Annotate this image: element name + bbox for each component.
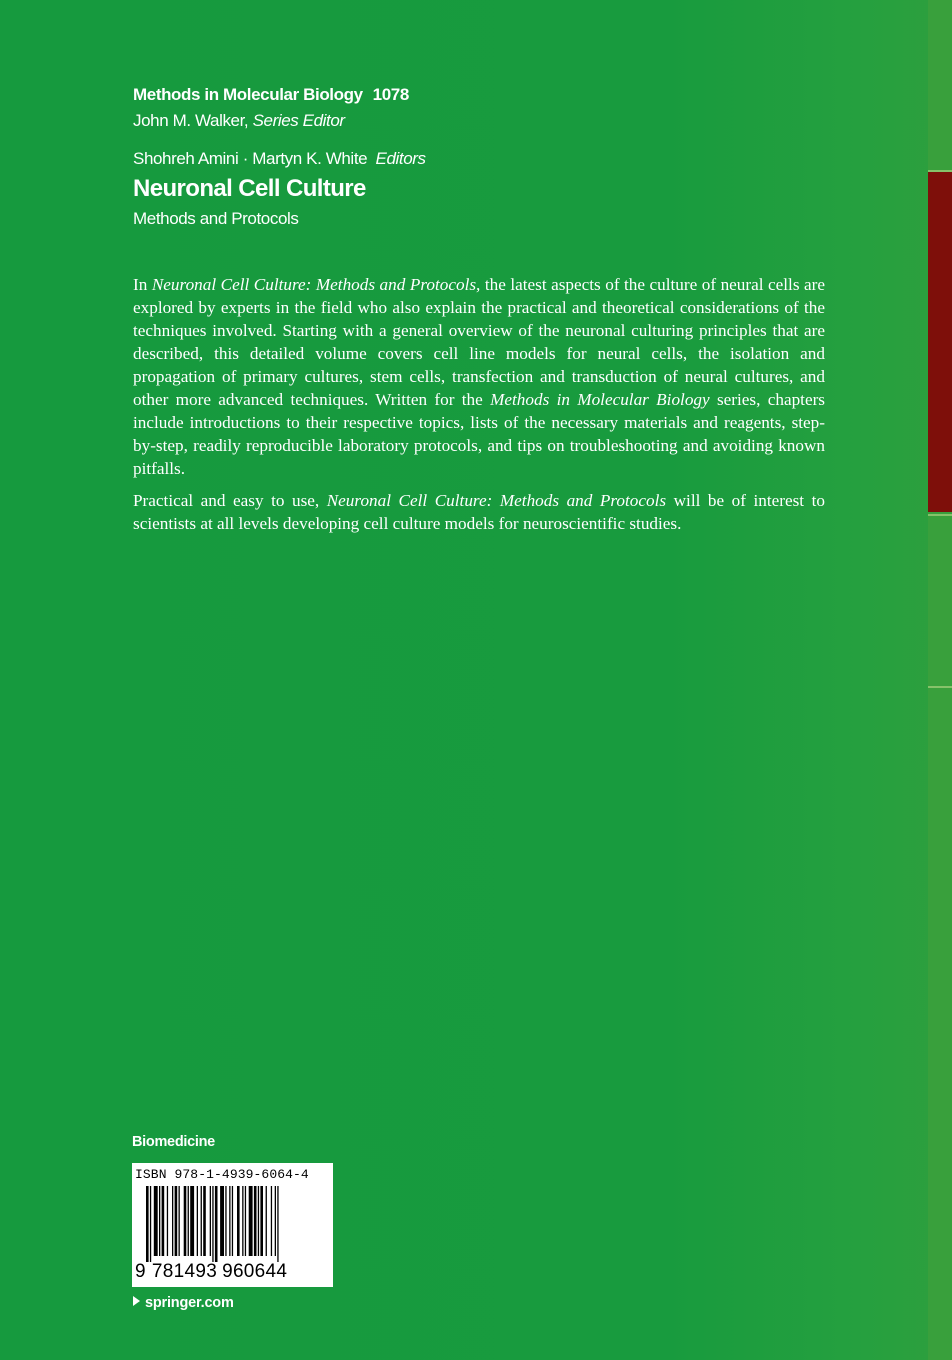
text-run: will be of interest to scientists at all levels developing cell culture models for neuroscientific studies. — [133, 491, 825, 533]
series-editor-name: John M. Walker, — [133, 111, 249, 130]
text-run: Practical and easy to use, — [133, 491, 327, 510]
barcode-stripe — [167, 1186, 168, 1256]
spine-divider — [928, 686, 952, 688]
barcode-stripe — [237, 1186, 240, 1256]
isbn-label: ISBN 978-1-4939-6064-4 — [135, 1167, 309, 1182]
book-title-italic: Neuronal Cell Culture: Methods and Protocols — [326, 491, 667, 510]
series-number: 1078 — [372, 85, 409, 104]
barcode-stripe — [242, 1186, 243, 1256]
barcode-stripe — [197, 1186, 198, 1256]
barcode-stripe — [172, 1186, 173, 1256]
barcode-stripe — [179, 1186, 180, 1256]
spine-divider — [928, 514, 952, 516]
barcode-stripe — [275, 1186, 276, 1256]
barcode-stripe — [271, 1186, 272, 1256]
barcode-stripe — [258, 1186, 259, 1256]
book-editors — [133, 149, 426, 169]
series-editor — [133, 111, 345, 131]
book-subtitle: Methods and Protocols — [133, 209, 299, 228]
barcode-stripe — [245, 1186, 246, 1256]
series-name: Methods in Molecular Biology — [133, 85, 363, 104]
barcode-stripe — [175, 1186, 178, 1256]
barcode-stripe — [162, 1186, 165, 1256]
barcode-stripe — [203, 1186, 206, 1256]
barcode-stripe — [249, 1186, 253, 1256]
barcode-stripe — [159, 1186, 160, 1256]
barcode-stripe — [188, 1186, 189, 1256]
barcode-stripe — [277, 1186, 278, 1262]
arrow-right-icon — [133, 1296, 140, 1306]
barcode-stripe — [260, 1186, 263, 1256]
barcode-stripe — [212, 1186, 213, 1262]
website-text: springer.com — [145, 1295, 234, 1311]
text-run: In — [133, 275, 152, 294]
barcode-bars — [146, 1186, 318, 1262]
series-title — [133, 85, 409, 105]
barcode-stripe — [150, 1186, 151, 1262]
barcode-digit-group: 960644 — [222, 1261, 288, 1282]
spine-red-band — [928, 172, 952, 512]
book-description — [133, 273, 825, 544]
barcode-digit-lead: 9 — [135, 1261, 146, 1282]
barcode-stripe — [215, 1186, 218, 1262]
text-run: series, chapters include introductions to their respective topics, lists of the necessary materials and reagents, step-by-step, readily reproducible laboratory protocols, and tips on troubleshooting and avoiding known pitfalls. — [133, 390, 825, 478]
barcode-stripe — [266, 1186, 267, 1256]
barcode-stripe — [184, 1186, 187, 1256]
book-title: Neuronal Cell Culture — [133, 175, 366, 202]
barcode-stripe — [232, 1186, 233, 1256]
isbn-barcode — [132, 1163, 333, 1287]
barcode-stripe — [229, 1186, 230, 1256]
description-paragraph — [133, 273, 825, 480]
subject-category: Biomedicine — [132, 1134, 215, 1150]
barcode-digits — [135, 1261, 287, 1283]
series-title-italic: Methods in Molecular Biology — [490, 390, 710, 409]
series-editor-role: Series Editor — [252, 111, 345, 130]
book-title-italic: Neuronal Cell Culture: Methods and Protocols, — [151, 275, 481, 294]
barcode-stripe — [154, 1186, 158, 1256]
publisher-website — [133, 1295, 234, 1311]
editor-names: Shohreh Amini · Martyn K. White — [133, 149, 368, 168]
barcode-digit-group: 781493 — [151, 1261, 218, 1282]
barcode-stripe — [210, 1186, 211, 1256]
barcode-stripe — [254, 1186, 257, 1256]
barcode-stripe — [146, 1186, 149, 1262]
description-paragraph — [133, 489, 825, 535]
barcode-stripe — [220, 1186, 224, 1256]
text-run: the latest aspects of the culture of neural cells are explored by experts in the field who also explain the practical and theoretical considerations of the techniques involved. Starting with a general overview of the neuronal culturing principles that are described, this detailed volume covers cell line models for neural cells, the isolation and propagation of primary cultures, stem cells, transfection and transduction of neural cultures, and other more advanced techniques. Written for the — [133, 275, 825, 409]
barcode-stripe — [225, 1186, 226, 1256]
editors-role: Editors — [375, 149, 426, 168]
barcode-stripe — [201, 1186, 202, 1256]
barcode-stripe — [190, 1186, 194, 1256]
